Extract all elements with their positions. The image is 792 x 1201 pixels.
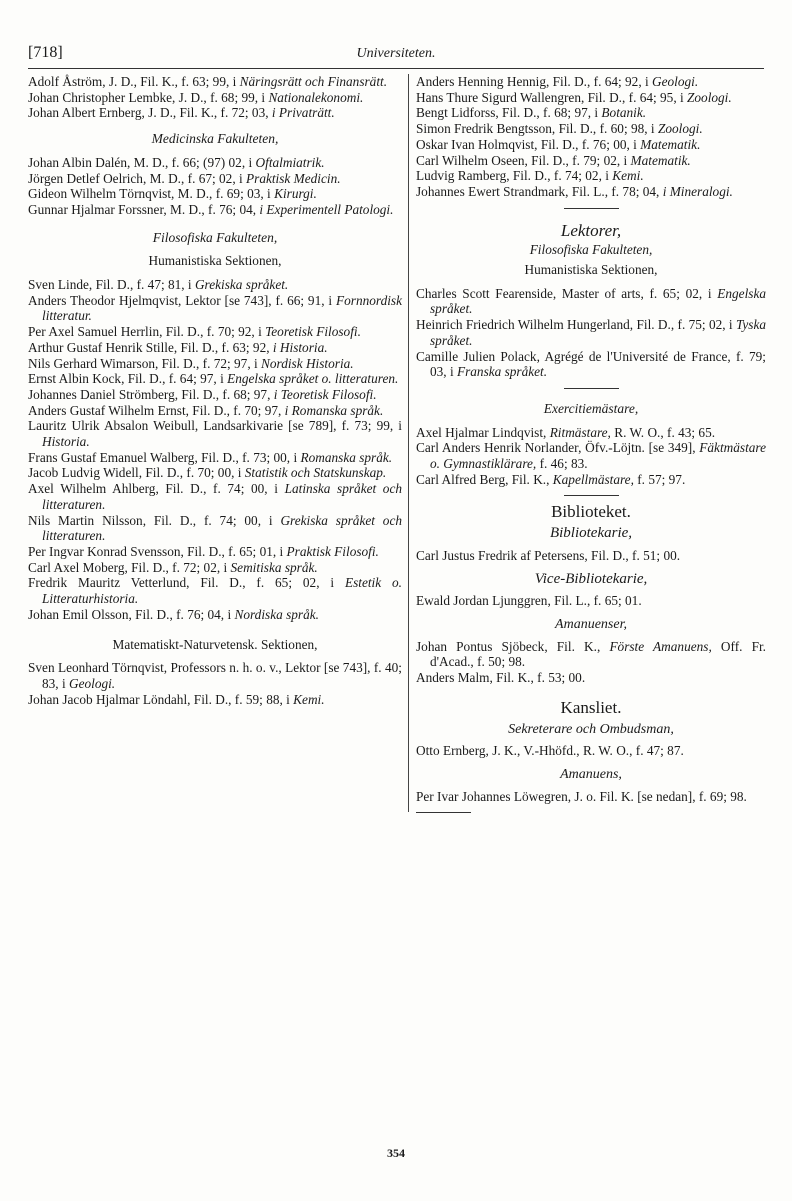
entry-subject: i Experimentell Patologi. [259, 201, 394, 217]
list-item [28, 692, 402, 708]
list-item [28, 575, 402, 606]
entry-subject: Statistik och Statskunskap. [244, 465, 387, 481]
list-item [416, 137, 766, 153]
list-item [28, 340, 402, 356]
entry-subject: Förste Amanuens, [609, 638, 712, 654]
list-item [28, 293, 402, 324]
entry-subject: Matematik. [640, 136, 701, 152]
list-item [28, 387, 402, 403]
subsection-heading: Amanuens, [560, 766, 622, 782]
entry-name: Arthur Gustaf Henrik Stille, Fil. D., f. 63; 92, [28, 339, 270, 355]
entry-subject: Zoologi. [657, 121, 703, 137]
entry-subject: Estetik o. Litteraturhistoria. [42, 575, 402, 607]
list-item [416, 286, 766, 317]
entry-name: Lauritz Ulrik Absalon Weibull, Landsarkivarie [se 789], f. 73; 99, i [28, 418, 402, 434]
entry-subject: Näringsrätt och Finansrätt. [239, 74, 388, 89]
entry-subject: Praktisk Filosofi. [286, 543, 379, 559]
list-item [416, 121, 766, 137]
divider-rule [416, 812, 471, 813]
entry-name: Frans Gustaf Emanuel Walberg, Fil. D., f. 73; 00, i [28, 449, 298, 465]
entry-subject: Botanik. [601, 105, 647, 121]
list-item: Per Ivar Johannes Löwegren, J. o. Fil. K. [se nedan], f. 69; 98. [416, 788, 747, 804]
list-item [28, 450, 402, 466]
entry-name: Bengt Lidforss, Fil. D., f. 68; 97, i [416, 105, 599, 121]
entry-subject: Kemi. [293, 691, 325, 707]
entry-name: Jörgen Detlef Oelrich, M. D., f. 67; 02, i [28, 170, 243, 186]
entry-subject: Tyska språket. [430, 317, 766, 348]
entry-subject: i Historia. [272, 339, 328, 355]
entry-name: Johan Emil Olsson, Fil. D., f. 76; 04, i [28, 606, 232, 622]
section-heading: Filosofiska Fakulteten, [152, 229, 278, 245]
entry-subject: Zoologi. [687, 89, 732, 105]
entry-name: Carl Anders Henrik Norlander, Öfv.-Löjtn. [se 349], [416, 440, 696, 456]
page-reference: [718] [28, 44, 63, 61]
subsection-heading: Sekreterare och Ombudsman, [508, 721, 674, 737]
entry-subject: Oftalmiatrik. [255, 154, 325, 170]
entry-name: Anders Theodor Hjelmqvist, Lektor [se 743], f. 66; 91, i [28, 292, 333, 308]
entry-name: Charles Scott Fearenside, Master of arts, f. 65; 02, i [416, 285, 712, 301]
list-item [416, 440, 766, 471]
right-column [416, 74, 766, 821]
list-item [28, 403, 402, 419]
entry-subject: Ritmästare, [549, 424, 611, 440]
entry-subject: Matematik. [630, 152, 691, 168]
entry-subject: i Romanska språk. [284, 402, 384, 418]
entry-name: Per Ingvar Konrad Svensson, Fil. D., f. 65; 01, i [28, 543, 284, 559]
page-header [28, 44, 764, 69]
list-item: Ewald Jordan Ljunggren, Fil. L., f. 65; 01. [416, 593, 642, 609]
entry-subject: Engelska språket. [430, 285, 767, 317]
list-item [416, 153, 766, 169]
entry-name: Johan Jacob Hjalmar Löndahl, Fil. D., f. 59; 88, i [28, 691, 290, 707]
entry-details: f. 46; 83. [539, 456, 588, 472]
entry-subject: Kirurgi. [274, 186, 317, 202]
subsection-heading: Matematiskt-Naturvetensk. Sektionen, [112, 636, 318, 652]
divider-rule [564, 495, 619, 496]
list-item [416, 472, 766, 488]
subsection-heading: Amanuenser, [555, 616, 627, 632]
entry-name: Johan Christopher Lembke, J. D., f. 68; 99, i [28, 89, 266, 105]
entry-name: Heinrich Friedrich Wilhelm Hungerland, Fil. D., f. 75; 02, i [416, 317, 733, 333]
list-item [416, 425, 766, 441]
entry-name: Per Axel Samuel Herrlin, Fil. D., f. 70; 92, i [28, 324, 262, 340]
section-heading: Biblioteket. [551, 502, 631, 522]
subsection-heading: Humanistiska Sektionen, [524, 262, 658, 278]
page-number: 354 [387, 1146, 405, 1160]
list-item [416, 90, 766, 106]
entry-name: Carl Axel Moberg, Fil. D., f. 72; 02, i [28, 559, 228, 575]
section-heading: Filosofiska Fakulteten, [529, 242, 653, 258]
entry-name: Adolf Åström, J. D., Fil. K., f. 63; 99, i [28, 74, 237, 89]
entry-subject: Engelska språket o. litteraturen. [227, 371, 399, 387]
divider-rule [564, 208, 619, 209]
entry-name: Gideon Wilhelm Törnqvist, M. D., f. 69; 03, i [28, 186, 271, 202]
entry-name: Sven Leonhard Törnqvist, Professors n. h. o. v., Lektor [se 743], f. 40; 83, i [28, 660, 402, 691]
list-item [28, 371, 402, 387]
entry-subject: i Teoretisk Filosofi. [273, 386, 377, 402]
entry-subject: Nordisk Historia. [261, 355, 354, 371]
entry-subject: Fornnordisk litteratur. [42, 292, 402, 324]
entry-name: Nils Martin Nilsson, Fil. D., f. 74; 00, i [28, 512, 273, 528]
list-item [28, 607, 402, 623]
list-item [28, 544, 402, 560]
entry-name: Camille Julien Polack, Agrégé de l'Université de France, f. 79; 03, i [416, 348, 766, 380]
list-item [416, 349, 766, 380]
entry-subject: Grekiska språket. [194, 277, 289, 293]
entry-details: Off. Fr. d'Acad., f. 50; 98. [430, 638, 766, 670]
list-item [416, 317, 766, 348]
entry-name: Fredrik Mauritz Vetterlund, Fil. D., f. 65; 02, i [28, 575, 335, 591]
list-item [416, 74, 766, 90]
entry-subject: Franska språket. [456, 364, 548, 380]
entry-name: Johan Pontus Sjöbeck, Fil. K., [416, 638, 601, 654]
entry-subject: Teoretisk Filosofi. [265, 324, 361, 340]
left-column [28, 74, 402, 707]
subsection-heading: Bibliotekarie, [549, 525, 633, 542]
list-item [28, 513, 402, 544]
list-item: Carl Justus Fredrik af Petersens, Fil. D., f. 51; 00. [416, 547, 681, 563]
subsection-heading: Vice-Bibliotekarie, [534, 570, 648, 587]
entry-name: Ludvig Ramberg, Fil. D., f. 74; 02, i [416, 168, 609, 184]
entry-subject: Geologi. [68, 675, 116, 691]
list-item [28, 74, 402, 90]
entry-subject: i Privaträtt. [271, 105, 335, 121]
entry-name: Johannes Daniel Strömberg, Fil. D., f. 68; 97, [28, 386, 271, 402]
list-item [28, 481, 402, 512]
entry-name: Hans Thure Sigurd Wallengren, Fil. D., f. 64; 95, i [416, 89, 684, 105]
entry-subject: Grekiska språket och litteraturen. [42, 512, 402, 544]
entry-subject: Latinska språket och litteraturen. [42, 481, 403, 512]
list-item [28, 277, 402, 293]
list-item [28, 105, 402, 121]
list-item [28, 418, 402, 449]
entry-subject: Praktisk Medicin. [246, 170, 341, 186]
list-item [28, 324, 402, 340]
section-heading: Medicinska Fakulteten, [151, 131, 279, 147]
list-item [416, 168, 766, 184]
entry-subject: Geologi. [652, 74, 699, 89]
list-item [28, 202, 402, 218]
entry-subject: Historia. [42, 434, 90, 450]
entry-name: Axel Wilhelm Ahlberg, Fil. D., f. 74; 00, i [28, 481, 278, 497]
list-item [416, 105, 766, 121]
entry-subject: Semitiska språk. [230, 559, 318, 575]
entry-name: Johan Albin Dalén, M. D., f. 66; (97) 02, i [28, 154, 253, 170]
entry-subject: Kapellmästare, [552, 471, 634, 487]
entry-name: Sven Linde, Fil. D., f. 47; 81, i [28, 277, 192, 293]
entry-name: Oskar Ivan Holmqvist, Fil. D., f. 76; 00, i [416, 136, 637, 152]
entry-name: Simon Fredrik Bengtsson, Fil. D., f. 60; 98, i [416, 121, 655, 137]
entry-name: Anders Gustaf Wilhelm Ernst, Fil. D., f. 70; 97, [28, 402, 282, 418]
entry-subject: i Mineralogi. [662, 183, 733, 199]
running-title: Universiteten. [356, 46, 436, 61]
entry-subject: Romanska språk. [300, 449, 393, 465]
entry-name: Axel Hjalmar Lindqvist, [416, 424, 547, 440]
entry-details: f. 57; 97. [637, 471, 686, 487]
section-heading: Kansliet. [560, 697, 622, 717]
list-item [28, 560, 402, 576]
entry-subject: Nordiska språk. [234, 606, 319, 622]
entry-name: Carl Alfred Berg, Fil. K., [416, 471, 550, 487]
entry-name: Jacob Ludvig Widell, Fil. D., f. 70; 00, i [28, 465, 242, 481]
list-item [28, 660, 402, 691]
list-item: Otto Ernberg, J. K., V.-Hhöfd., R. W. O., f. 47; 87. [416, 743, 684, 759]
entry-name: Anders Malm, Fil. K., f. 53; 00. [416, 670, 586, 686]
list-item [28, 171, 402, 187]
divider-rule [564, 388, 619, 389]
list-item [28, 90, 402, 106]
entry-name: Ernst Albin Kock, Fil. D., f. 64; 97, i [28, 371, 224, 387]
entry-name: Johan Albert Ernberg, J. D., Fil. K., f. 72; 03, [28, 105, 269, 121]
entry-name: Anders Henning Hennig, Fil. D., f. 64; 92, i [416, 74, 649, 89]
entry-name: Nils Gerhard Wimarson, Fil. D., f. 72; 97, i [28, 355, 258, 371]
list-item [416, 184, 766, 200]
list-item [416, 639, 766, 670]
list-item [28, 356, 402, 372]
section-heading: Lektorer, [560, 220, 622, 240]
section-heading: Exercitiemästare, [543, 400, 639, 416]
entry-subject: Nationalekonomi. [268, 89, 364, 105]
entry-name: Gunnar Hjalmar Forssner, M. D., f. 76; 04, [28, 201, 257, 217]
subsection-heading: Humanistiska Sektionen, [148, 253, 282, 269]
list-item [28, 155, 402, 171]
list-item [28, 465, 402, 481]
column-divider [408, 74, 409, 812]
list-item [416, 670, 766, 686]
entry-details: R. W. O., f. 43; 65. [614, 424, 716, 440]
list-item [28, 186, 402, 202]
entry-name: Johannes Ewert Strandmark, Fil. L., f. 78; 04, [416, 183, 660, 199]
entry-subject: Kemi. [612, 168, 644, 184]
entry-subject: Fäktmästare o. Gymnastiklärare, [430, 440, 766, 472]
entry-name: Carl Wilhelm Oseen, Fil. D., f. 79; 02, i [416, 152, 628, 168]
